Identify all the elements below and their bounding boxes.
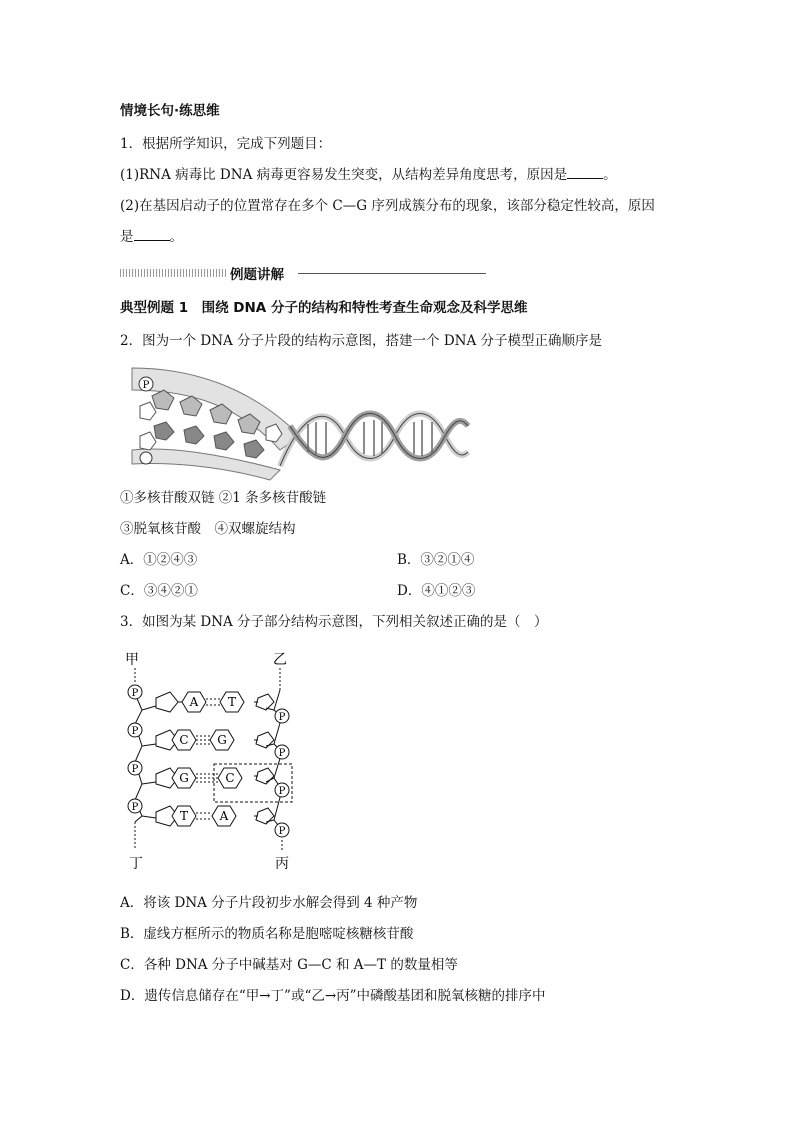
phosphate-label: P: [278, 786, 286, 797]
base-label: T: [179, 809, 189, 823]
label-bing: 丙: [275, 856, 289, 872]
q1-sub2-end: 。: [169, 229, 183, 245]
base-label: C: [179, 733, 189, 747]
base-label: A: [219, 809, 229, 823]
q2-stem: 2．图为一个 DNA 分子片段的结构示意图，搭建一个 DNA 分子模型正确顺序是: [120, 333, 603, 349]
dna-structure-figure: [118, 644, 308, 876]
q1-sub2-line1: (2)在基因启动子的位置常存在多个 C—G 序列成簇分布的现象，该部分稳定性较高，原因: [120, 198, 655, 214]
q2-option-a[interactable]: A．①②④③: [120, 552, 198, 568]
dna-model-figure: [130, 366, 470, 482]
q3-option-d[interactable]: D．遗传信息储存在“甲→丁”或“乙→丙”中磷酸基团和脱氧核糖的排序中: [120, 988, 546, 1004]
q3-option-b[interactable]: B．虚线方框所示的物质名称是胞嘧啶核糖核苷酸: [120, 926, 414, 942]
q1-sub2-line2: [120, 227, 183, 247]
label-yi: 乙: [273, 652, 287, 668]
figure-backbone: [135, 690, 282, 830]
section-heading: 情境长句·练思维: [120, 103, 220, 119]
q3-option-c[interactable]: C．各种 DNA 分子中碱基对 G—C 和 A—T 的数量相等: [120, 957, 458, 973]
base-label: C: [225, 771, 235, 785]
q1-sub1-text: (1)RNA 病毒比 DNA 病毒更容易发生突变，从结构差异角度思考，原因是: [120, 167, 568, 183]
q2-option-b[interactable]: B．③②①④: [397, 552, 475, 568]
label-ding: 丁: [129, 856, 143, 872]
example-title: 典型例题 1 围绕 DNA 分子的结构和特性考查生命观念及科学思维: [120, 300, 528, 316]
q3-option-a[interactable]: A．将该 DNA 分子片段初步水解会得到 4 种产物: [120, 895, 418, 911]
phosphate-label: P: [131, 802, 139, 813]
phosphate-label: P: [142, 380, 150, 391]
phosphate-label: P: [278, 748, 286, 759]
example-banner: [120, 262, 490, 284]
base-label: G: [179, 771, 189, 785]
base-label: G: [217, 733, 227, 747]
phosphate-label: P: [131, 726, 139, 737]
label-jia: 甲: [125, 652, 139, 668]
q1-sub1: [120, 165, 617, 185]
banner-label: 例题讲解: [230, 267, 284, 283]
phosphate-label: P: [278, 826, 286, 837]
q1-sub2-text: 是: [120, 229, 134, 245]
answer-blank[interactable]: [567, 165, 603, 179]
base-label: T: [227, 695, 237, 709]
banner-hatch: [120, 269, 228, 277]
q1-sub1-end: 。: [603, 167, 617, 183]
q2-option-c[interactable]: C．③④②①: [120, 583, 198, 599]
base-label: A: [189, 695, 199, 709]
q3-stem: 3．如图为某 DNA 分子部分结构示意图，下列相关叙述正确的是（ ）: [120, 614, 548, 630]
q1-stem: 1．根据所学知识，完成下列题目：: [120, 136, 332, 152]
q2-items-line1: ①多核苷酸双链 ②1 条多核苷酸链: [120, 490, 327, 506]
q2-items-line2: ③脱氧核苷酸 ④双螺旋结构: [120, 521, 296, 537]
q2-option-d[interactable]: D．④①②③: [397, 583, 476, 599]
phosphate-label: P: [131, 688, 139, 699]
phosphate-label: P: [278, 712, 286, 723]
answer-blank[interactable]: [134, 227, 170, 241]
banner-rule: [298, 273, 486, 274]
phosphate-label: P: [131, 764, 139, 775]
